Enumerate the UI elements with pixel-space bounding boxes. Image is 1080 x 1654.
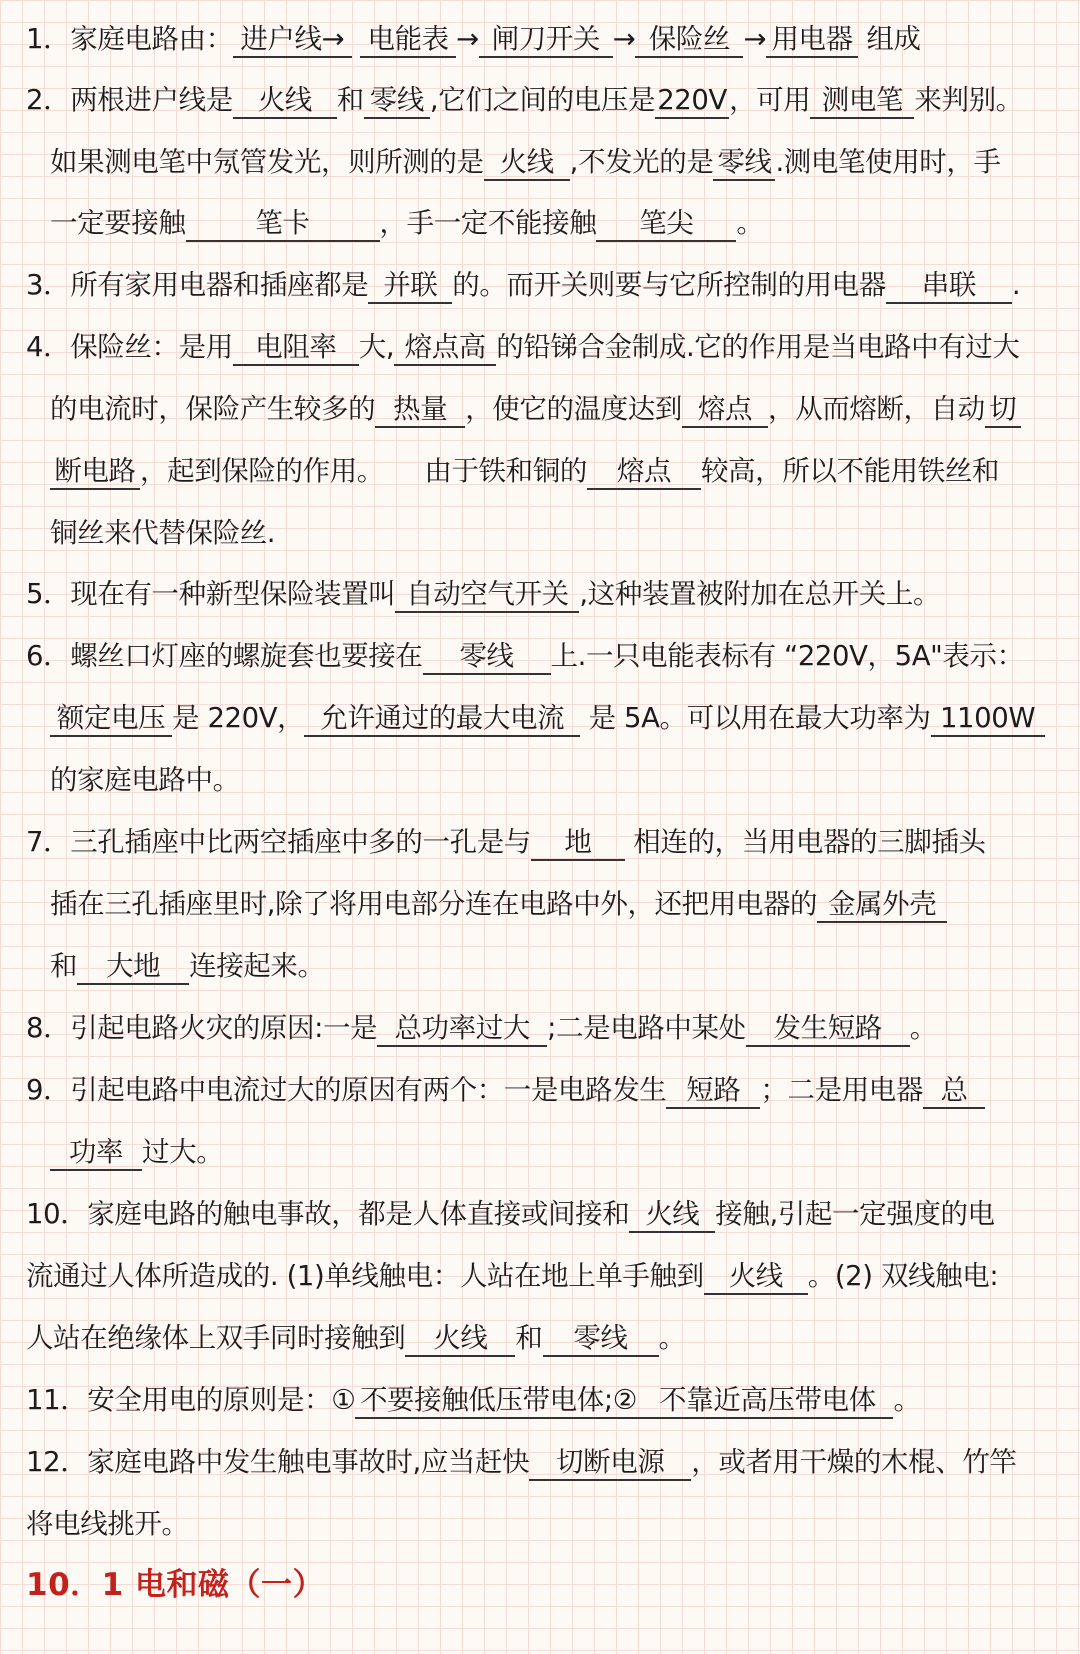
question-text: 过大。 [142,1136,224,1168]
answer-blank: 额定电压 [50,701,172,737]
item-6-line-3 [0,755,1080,805]
question-text [352,23,360,55]
item-10-line-1 [0,1189,1080,1239]
question-text: 流通过人体所造成的. (1)单线触电：人站在地上单手触到 [26,1260,704,1292]
question-text: 如果测电笔中氖管发光，则所测的是 [50,146,484,178]
question-text: 。 [658,1322,686,1354]
question-text: .测电笔使用时，手 [775,146,1001,178]
question-text: 7．三孔插座中比两空插座中多的一孔是与 [26,826,531,858]
question-text: 9．引起电路中电流过大的原因有两个：一是电路发生 [26,1074,667,1106]
question-text: 1．家庭电路由： [26,23,233,55]
question-text: ,它们之间的电压是 [429,84,656,116]
item-10-line-2 [0,1251,1080,1301]
answer-blank: 不靠近高压带电体 [641,1383,893,1419]
answer-blank: 发生短路 [746,1011,910,1047]
answer-blank: 总功率过大 [377,1011,547,1047]
question-text: 和 [515,1322,543,1354]
question-text: 。 [736,207,764,239]
answer-blank: 进户线→ [233,22,352,58]
question-text: 大, [358,331,395,363]
answer-blank: 零线 [364,83,430,119]
item-11-line-1 [0,1375,1080,1425]
question-text: → [456,23,479,55]
item-2-line-2 [0,137,1080,187]
answer-blank: 火线 [233,83,337,119]
answer-blank: 火线 [405,1321,515,1357]
answer-blank: 笔尖 [596,206,736,242]
question-text: → [612,23,636,55]
item-6-line-2 [0,693,1080,743]
question-text: 的家庭电路中。 [50,764,240,796]
answer-blank: 功率 [50,1135,142,1171]
question-text: 铜丝来代替保险丝. [50,517,276,549]
question-text: 6．螺丝口灯座的螺旋套也要接在 [26,640,423,672]
answer-blank: 不要接触低压带电体;② [355,1383,641,1419]
question-text: 。 [909,1012,937,1044]
question-text: 5．现在有一种新型保险装置叫 [26,578,396,610]
question-text: ，可用 [729,84,811,116]
answer-blank: 用电器 [766,22,858,58]
item-1-line-1 [0,14,1080,64]
item-7-line-1 [0,817,1080,867]
item-12-line-2 [0,1499,1080,1549]
item-7-line-3 [0,941,1080,991]
answer-blank: 1100W [931,701,1045,737]
answer-blank: 热量 [375,392,465,428]
section-heading: 10．1 电和磁（一） [26,1567,325,1603]
item-10-line-3 [0,1313,1080,1363]
answer-blank: 地 [531,825,625,861]
question-text: 10．家庭电路的触电事故，都是人体直接或间接和 [26,1198,630,1230]
answer-blank: 零线 [423,639,551,675]
item-4-line-1 [0,322,1080,372]
answer-blank: 大地 [77,949,189,985]
answer-blank: 金属外壳 [817,887,947,923]
question-text: ,这种装置被附加在总开关上。 [579,578,941,610]
answer-blank: 火线 [629,1197,715,1233]
item-3-line-1 [0,260,1080,310]
item-9-line-1 [0,1065,1080,1115]
question-text: ，或者用干燥的木棍、竹竿 [691,1446,1017,1478]
question-text: 3．所有家用电器和插座都是 [26,269,369,301]
answer-blank: 闸刀开关 [479,22,613,58]
question-text: 和 [336,84,364,116]
answer-blank: 笔卡 [186,206,380,242]
question-text: 。(2) 双线触电: [807,1260,999,1292]
answer-blank: 允许通过的最大电流 [304,701,580,737]
question-text: 将电线挑开。 [26,1508,189,1540]
question-text: 是 5A。可以用在最大功率为 [580,702,931,734]
answer-blank: 熔点 [682,392,768,428]
question-text: 连接起来。 [189,950,325,982]
item-4-line-4 [0,508,1080,558]
question-text: ,不发光的是 [569,146,714,178]
question-text: ，手一定不能接触 [379,207,597,239]
question-text: 4．保险丝：是用 [26,331,233,363]
answer-blank: 并联 [368,268,452,304]
question-text: 相连的，当用电器的三脚插头 [624,826,986,858]
question-text: 组成 [858,23,921,55]
answer-blank: 保险丝 [635,22,743,58]
question-text: 插在三孔插座里时,除了将用电部分连在电路中外，还把用电器的 [50,888,818,920]
answer-blank: 电能表 [360,22,456,58]
answer-blank: 电阻率 [233,330,359,366]
question-text: 来判别。 [914,84,1023,116]
question-text: 的电流时，保险产生较多的 [50,393,376,425]
answer-blank: 短路 [666,1073,760,1109]
question-text: ；二是用电器 [760,1074,924,1106]
answer-blank: 熔点 [587,454,701,490]
item-9-line-2 [0,1127,1080,1177]
question-text: 较高，所以不能用铁丝和 [700,455,1000,487]
question-text: 和 [50,950,78,982]
question-text: 8．引起电路火灾的原因:一是 [26,1012,378,1044]
question-text: ，起到保险的作用。 由于铁和铜的 [140,455,587,487]
answer-blank: 熔点高 [394,330,496,366]
question-text: 是 220V， [172,702,305,734]
answer-blank: 切断电源 [529,1445,691,1481]
question-text: 的。而开关则要与它所控制的用电器 [452,269,886,301]
item-2-line-3 [0,198,1080,248]
answer-blank: 串联 [886,268,1012,304]
answer-blank: 总 [923,1073,985,1109]
question-text: 一定要接触 [50,207,186,239]
item-4-line-2 [0,384,1080,434]
question-text: . [1011,269,1021,301]
answer-blank: 切 [985,392,1021,428]
answer-blank: 220V [655,83,729,119]
question-text: 人站在绝缘体上双手同时接触到 [26,1322,406,1354]
question-text: 12．家庭电路中发生触电事故时,应当赶快 [26,1446,530,1478]
question-text: 的铅锑合金制成.它的作用是当电路中有过大 [496,331,1020,363]
question-text: 上.一只电能表标有 “220V，5A"表示： [550,640,1024,672]
item-2-line-1 [0,75,1080,125]
answer-blank: 测电笔 [810,83,914,119]
answer-blank: 零线 [713,145,775,181]
answer-blank: 断电路 [50,454,140,490]
item-7-line-2 [0,879,1080,929]
question-text: ;二是电路中某处 [547,1012,746,1044]
question-text: ，从而熔断，自动 [768,393,985,425]
question-text: 2．两根进户线是 [26,84,233,116]
answer-blank: 零线 [543,1321,659,1357]
item-4-line-3 [0,446,1080,496]
item-12-line-1 [0,1437,1080,1487]
answer-blank: 火线 [484,145,570,181]
answer-blank: 火线 [704,1259,808,1295]
question-text: ，使它的温度达到 [465,393,683,425]
item-5-line-1 [0,569,1080,619]
question-text: 。 [893,1384,921,1416]
question-text: 11．安全用电的原则是：① [26,1384,356,1416]
answer-blank: 自动空气开关 [395,577,579,613]
item-8-line-1 [0,1003,1080,1053]
question-text: 接触,引起一定强度的电 [715,1198,995,1230]
question-text: → [743,23,767,55]
item-6-line-1 [0,631,1080,681]
